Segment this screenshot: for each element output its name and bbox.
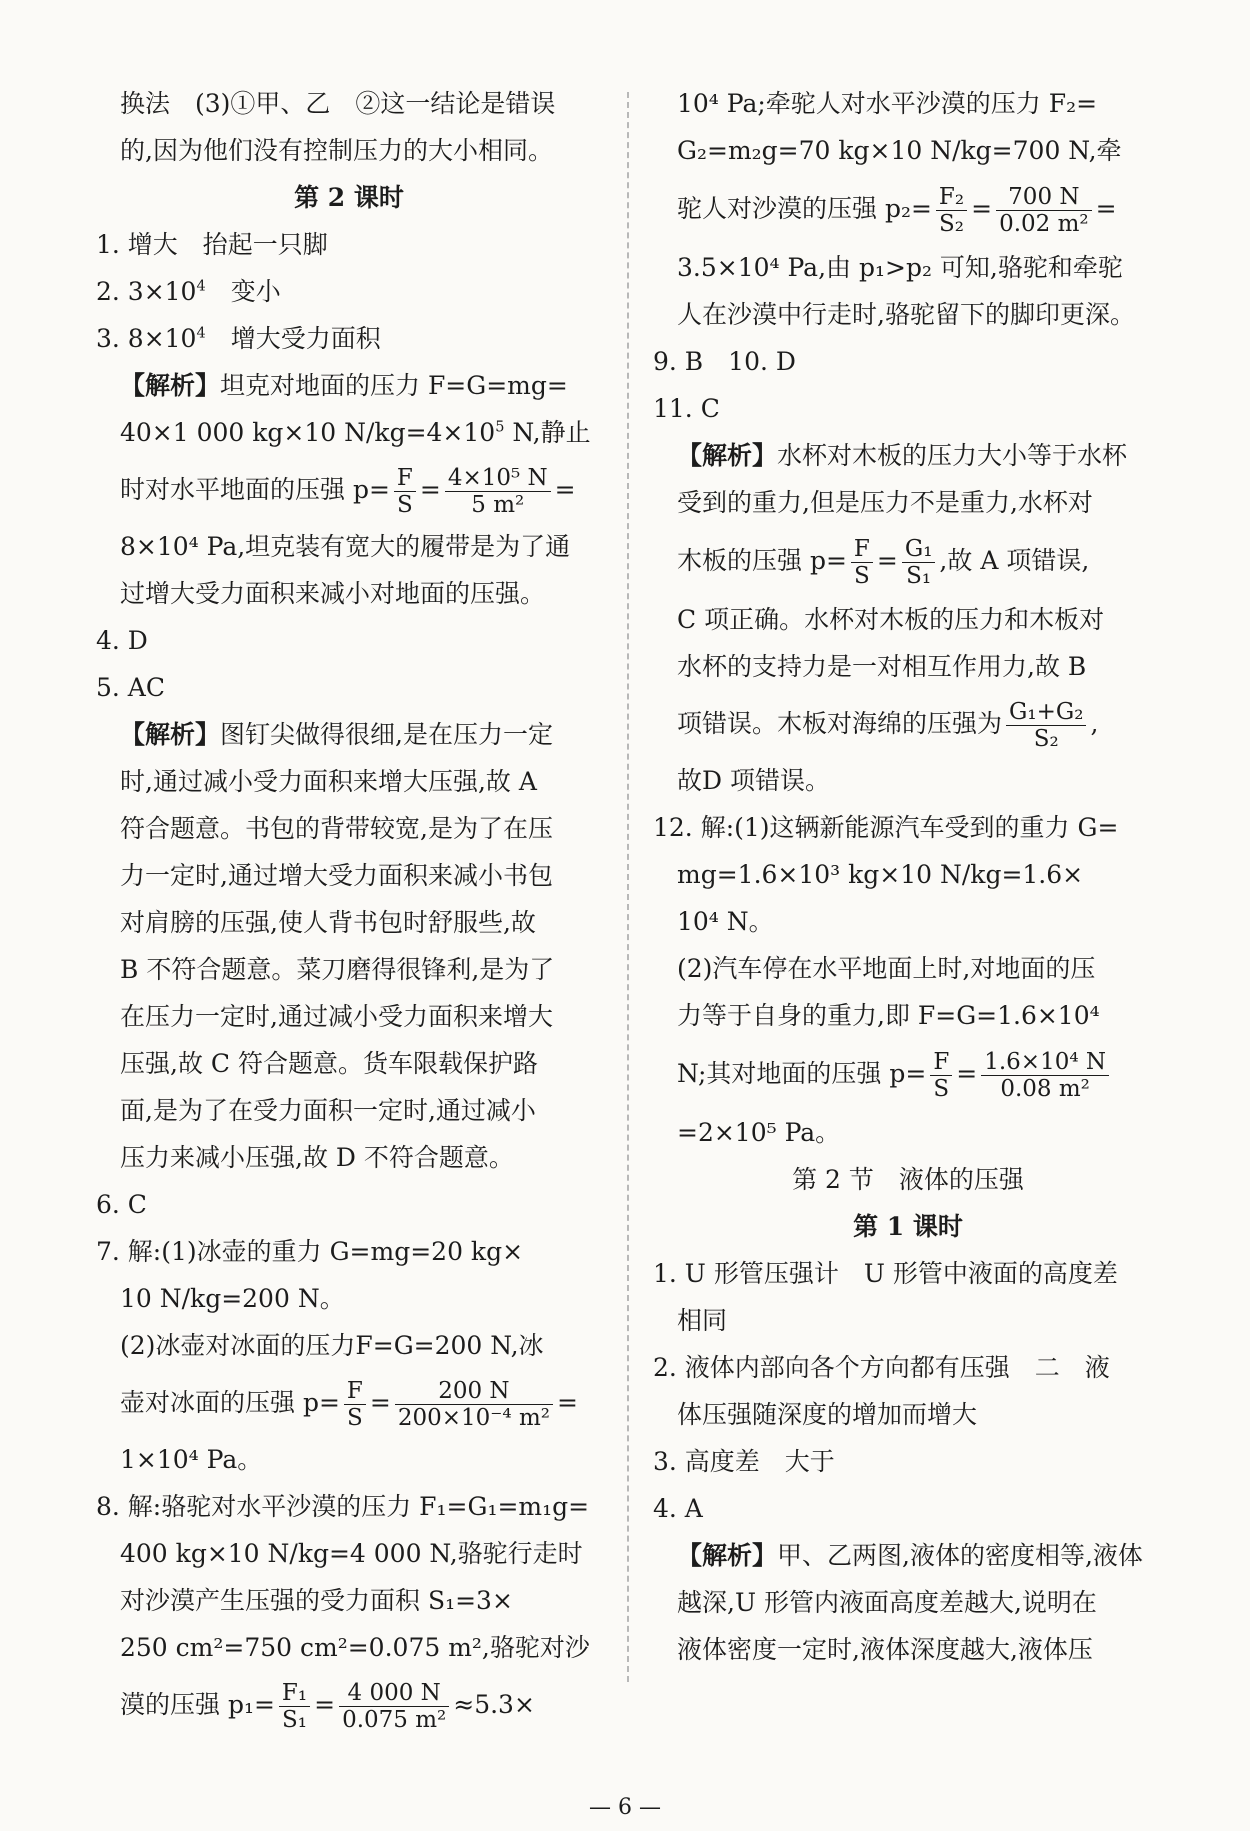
analysis-3: 【解析】坦克对地面的压力 F=G=mg=	[120, 371, 568, 400]
formula-line: N;其对地面的压强 p= $\frac{F}{S}$ = $\frac{\text{1.6×10⁴ N}}{\text{0.08 m²}}$	[653, 1039, 1163, 1109]
answer-9-10: 9. B 10. D	[653, 347, 796, 376]
fraction: $\frac{F}{S}$	[344, 1378, 366, 1432]
fraction: $\frac{\text{4×10⁵ N}}{\text{5 m²}}$	[445, 465, 551, 519]
text-line: 的,因为他们没有控制压力的大小相同。	[120, 136, 553, 165]
text-line: C 项正确。水杯对木板的压力和木板对	[677, 605, 1105, 634]
fraction: $\frac{F}{S}$	[930, 1049, 952, 1103]
analysis-tag: 【解析】	[120, 371, 221, 400]
lesson-heading: 第 2 课时	[294, 183, 404, 212]
fraction: $\frac{200 N}{\text{200×10⁻⁴ m²}}$	[395, 1378, 553, 1432]
answer-8: 8. 解:骆驼对水平沙漠的压力 F₁=G₁=m₁g=	[96, 1492, 590, 1521]
text-line: 1×10⁴ Pa。	[120, 1445, 263, 1474]
text-line: (2)汽车停在水平地面上时,对地面的压	[677, 954, 1096, 983]
text-line: 受到的重力,但是压力不是重力,水杯对	[677, 488, 1093, 517]
text-line: 10 N/kg=200 N。	[120, 1284, 345, 1313]
text-line: 250 cm²=750 cm²=0.075 m²,骆驼对沙	[120, 1633, 590, 1662]
answer-6: 6. C	[96, 1190, 147, 1219]
text-line: 力一定时,通过增大受力面积来减小书包	[120, 861, 553, 890]
fraction: $\frac{\text{F₁}}{\text{S₁}}$	[279, 1680, 310, 1734]
answer-5: 5. AC	[96, 673, 165, 702]
formula-line: 项错误。木板对海绵的压强为 $\frac{\text{G₁+G₂}}{\text{S₂}}$ ,	[677, 698, 1099, 752]
text-line: 符合题意。书包的背带较宽,是为了在压	[120, 814, 553, 843]
text-line: mg=1.6×10³ kg×10 N/kg=1.6×	[677, 860, 1084, 889]
answer-12: 12. 解:(1)这辆新能源汽车受到的重力 G=	[653, 813, 1119, 842]
text-line: 时,通过减小受力面积来增大压强,故 A	[120, 767, 537, 796]
liquid-answer-1: 1. U 形管压强计 U 形管中液面的高度差	[653, 1259, 1118, 1288]
text-line: 8×10⁴ Pa,坦克装有宽大的履带是为了通	[120, 532, 571, 561]
fraction: $\frac{\text{F₂}}{\text{S₂}}$	[936, 184, 967, 238]
text-line: 压强,故 C 符合题意。货车限载保护路	[120, 1049, 538, 1078]
answer-4: 4. D	[96, 626, 148, 655]
text-line: 换法 (3)①甲、乙 ②这一结论是错误	[120, 89, 556, 118]
text-line: =2×10⁵ Pa。	[677, 1118, 841, 1147]
text-line: 10⁴ N。	[677, 907, 774, 936]
text-line: 故D 项错误。	[677, 766, 830, 795]
text-line: (2)冰壶对冰面的压力F=G=200 N,冰	[120, 1331, 544, 1360]
fraction: $\frac{F}{S}$	[394, 465, 416, 519]
text-line: 越深,U 形管内液面高度差越大,说明在	[677, 1588, 1097, 1617]
text-line: 液体密度一定时,液体深度越大,液体压	[677, 1635, 1093, 1664]
text-line: B 不符合题意。菜刀磨得很锋利,是为了	[120, 955, 555, 984]
answer-7: 7. 解:(1)冰壶的重力 G=mg=20 kg×	[96, 1237, 524, 1266]
text-line: 相同	[677, 1306, 728, 1335]
analysis-tag: 【解析】	[120, 720, 221, 749]
formula-line: 漠的压强 p₁= $\frac{\text{F₁}}{\text{S₁}}$ = $\frac{4 000 N}{\text{0.075 m²}}$ ≈5.3×	[120, 1679, 535, 1733]
text-line: 在压力一定时,通过减小受力面积来增大	[120, 1002, 553, 1031]
answer-2: 2. $3\times 10^4$ 变小	[96, 277, 281, 306]
section-heading: 第 2 节 液体的压强	[792, 1165, 1024, 1194]
text-line: 40×1 000 kg×10 $N/kg=4\times 10^5$ N,静止	[120, 418, 591, 447]
fraction: $\frac{\text{G₁}}{\text{S₁}}$	[902, 536, 936, 590]
text-line: 对沙漠产生压强的受力面积 S₁=3×	[120, 1586, 513, 1615]
lesson-heading: 第 1 课时	[853, 1212, 963, 1241]
formula-line: 时对水平地面的压强 p= $\frac{F}{S}$ = $\frac{\text{4×10⁵ N}}{\text{5 m²}}$ =	[120, 464, 576, 518]
left-column	[96, 80, 602, 1738]
analysis-11: 【解析】水杯对木板的压力大小等于水杯	[677, 441, 1128, 470]
analysis-5: 【解析】图钉尖做得很细,是在压力一定	[120, 720, 553, 749]
formula-line: 驼人对沙漠的压强 p₂= $\frac{\text{F₂}}{\text{S₂}}$ = $\frac{700 N}{\text{0.02 m²}}$ =	[677, 183, 1117, 237]
liquid-answer-3: 3. 高度差 大于	[653, 1447, 835, 1476]
answer-11: 11. C	[653, 394, 720, 423]
answer-1: 1. 增大 抬起一只脚	[96, 230, 328, 259]
fraction: $\frac{\text{1.6×10⁴ N}}{\text{0.08 m²}}$	[981, 1049, 1109, 1103]
fraction: $\frac{\text{G₁+G₂}}{\text{S₂}}$	[1006, 699, 1086, 753]
column-divider	[627, 92, 629, 1682]
text-line: 体压强随深度的增加而增大	[677, 1400, 978, 1429]
fraction: $\frac{4 000 N}{\text{0.075 m²}}$	[339, 1680, 449, 1734]
fraction: $\frac{700 N}{\text{0.02 m²}}$	[996, 184, 1092, 238]
formula-line: 壶对冰面的压强 p= $\frac{F}{S}$ = $\frac{200 N}{\text{200×10⁻⁴ m²}}$ =	[120, 1377, 578, 1431]
text-line: 3.5×10⁴ Pa,由 p₁>p₂ 可知,骆驼和牵驼	[677, 253, 1123, 282]
liquid-answer-4: 4. A	[653, 1494, 703, 1523]
right-column	[653, 80, 1163, 1673]
fraction: $\frac{F}{S}$	[851, 536, 873, 590]
text-line: 10⁴ Pa;牵驼人对水平沙漠的压力 F₂=	[677, 89, 1098, 118]
analysis-liquid-4: 【解析】甲、乙两图,液体的密度相等,液体	[677, 1541, 1143, 1570]
text-line: 面,是为了在受力面积一定时,通过减小	[120, 1096, 536, 1125]
text-line: 压力来减小压强,故 D 不符合题意。	[120, 1143, 514, 1172]
formula-line: 木板的压强 p= $\frac{F}{S}$ = $\frac{\text{G₁}}{\text{S₁}}$ ,故 A 项错误,	[677, 535, 1090, 589]
text-line: 400 kg×10 N/kg=4 000 N,骆驼行走时	[120, 1539, 583, 1568]
text-line: 力等于自身的重力,即 F=G=1.6×10⁴	[677, 1001, 1100, 1030]
analysis-tag: 【解析】	[677, 441, 778, 470]
text-line: G₂=m₂g=70 kg×10 N/kg=700 N,牵	[677, 136, 1122, 165]
text-line: 人在沙漠中行走时,骆驼留下的脚印更深。	[677, 300, 1135, 329]
page-number: — 6 —	[589, 1795, 661, 1820]
answer-3: 3. $8\times 10^4$ 增大受力面积	[96, 324, 381, 353]
liquid-answer-2: 2. 液体内部向各个方向都有压强 二 液	[653, 1353, 1110, 1382]
analysis-tag: 【解析】	[677, 1541, 778, 1570]
text-line: 对肩膀的压强,使人背书包时舒服些,故	[120, 908, 536, 937]
text-line: 水杯的支持力是一对相互作用力,故 B	[677, 652, 1087, 681]
text-line: 过增大受力面积来减小对地面的压强。	[120, 579, 546, 608]
